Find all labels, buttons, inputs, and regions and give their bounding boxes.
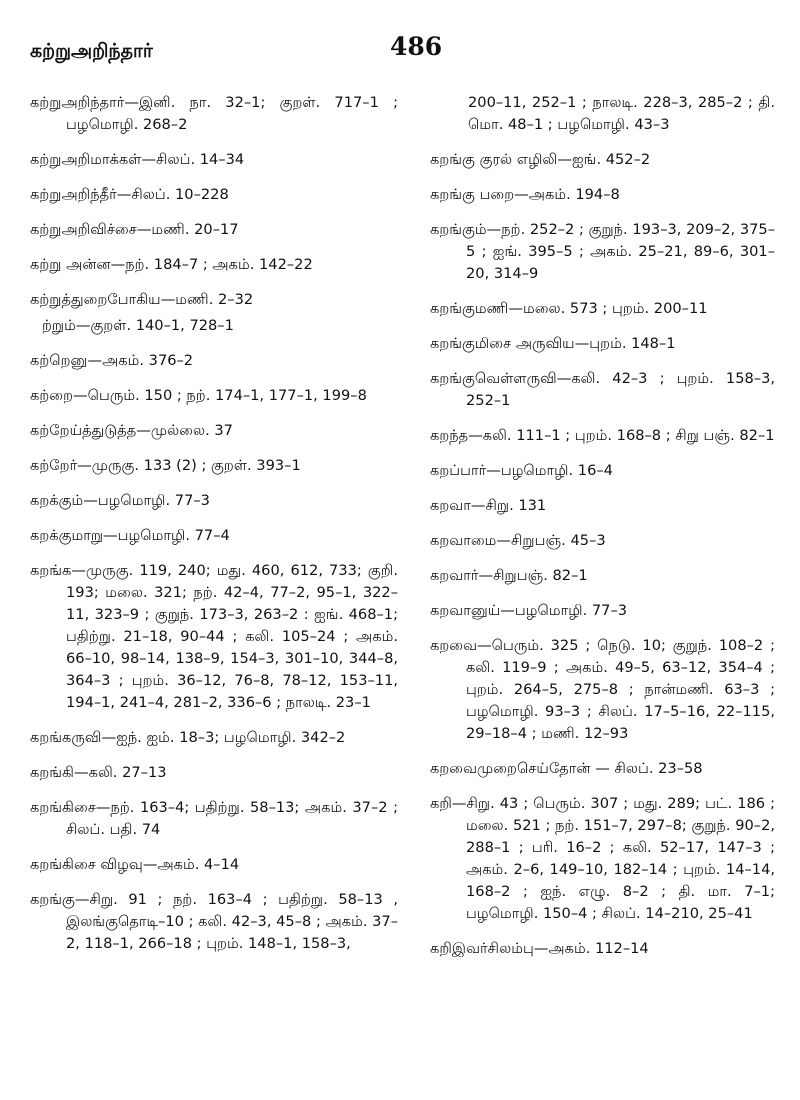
index-entry: கற்றை—பெரும். 150 ; நற். 174–1, 177–1, 199–8 [30,387,367,404]
index-entry: கற்றுஅறிந்தீர்—சிலப். 10–228 [30,186,229,203]
index-entry: கற்றேர்—முருகு. 133 (2) ; குறள். 393–1 [30,457,301,474]
index-entry: கறப்பார்—பழமொழி. 16–4 [430,462,613,479]
index-entry-continued: 200–11, 252–1 ; நாலடி. 228–3, 285–2 ; தி. மொ. 48–1 ; பழமொழி. 43–3 [468,94,775,133]
index-entry: கறந்த—கலி. 111–1 ; புறம். 168–8 ; சிறு பஞ். 82–1 [430,427,775,444]
index-entry: கறி—சிறு. 43 ; பெரும். 307 ; மது. 289; பட். 186 ; மலை. 521 ; நற். 151–7, 297–8; குறுந். 90–2, 288–1 ; பரி. 16–2 ; கலி. 52–17, 147–3 ; அகம். 2–6, 149–10, 182–14 ; புறம். 14–14, 168–2 ; ஐந். எழு. 8–2 ; தி. மா. 7–1; பழமொழி. 150–4 ; சிலப். 14–210, 25–41 [430,795,775,922]
index-entry: கறங்கும்—நற். 252–2 ; குறுந். 193–3, 209–2, 375–5 ; ஐங். 395–5 ; அகம். 25–21, 89–6, 301–20, 314–9 [430,221,775,282]
index-entry: கறங்குவெள்ளருவி—கலி. 42–3 ; புறம். 158–3, 252–1 [430,370,775,409]
index-entry: கறங்கிசை விழவு—அகம். 4–14 [30,856,240,873]
index-entry: கற்றுஅறிமாக்கள்—சிலப். 14–34 [30,151,245,168]
index-entry: ற்றும்—குறள். 140–1, 728–1 [42,317,234,334]
index-entry: கறவார்—சிறுபஞ். 82–1 [430,567,588,584]
index-entry: கறங்குமிசை அருவிய—புறம். 148–1 [430,335,676,352]
page-number: 486 [390,32,443,61]
page-header [30,32,770,80]
index-entry: கறவாமை—சிறுபஞ். 45–3 [430,532,606,549]
index-entry: கறங்குமணி—மலை. 573 ; புறம். 200–11 [430,300,708,317]
index-entry: கற்றெனு—அகம். 376–2 [30,352,194,369]
index-entry: கறவைமுறைசெய்தோன் — சிலப். 23–58 [430,760,703,777]
index-entry: கறவானுய்—பழமொழி. 77–3 [430,602,628,619]
index-entry: கற்றுத்துறைபோகிய—மணி. 2–32 [30,291,254,308]
index-entry: கறங்கு பறை—அகம். 194–8 [430,186,620,203]
index-entry: கறங்கு—சிறு. 91 ; நற். 163–4 ; பதிற்று. 58–13 , இலங்குதொடி–10 ; கலி. 42–3, 45–8 ; அகம். 37–2, 118–1, 266–18 ; புறம். 148–1, 158–3, [30,891,398,952]
index-entry: கறங்கருவி—ஐந். ஐம். 18–3; பழமொழி. 342–2 [30,729,346,746]
index-entry: கறங்கி—கலி. 27–13 [30,764,167,781]
index-entry: கறவை—பெரும். 325 ; நெடு. 10; குறுந். 108–2 ; கலி. 119–9 ; அகம். 49–5, 63–12, 354–4 ; புறம். 264–5, 275–8 ; நான்மணி. 63–3 ; பழமொழி. 93–3 ; சிலப். 17–5–16, 22–115, 29–18–4 ; மணி. 12–93 [430,637,775,742]
index-entry: கற்றுஅறிந்தார்—இனி. நா. 32–1; குறள். 717–1 ; பழமொழி. 268–2 [30,94,398,133]
index-entry: கறக்குமாறு—பழமொழி. 77–4 [30,527,230,544]
index-entry: கறங்கிசை—நற். 163–4; பதிற்று. 58–13; அகம். 37–2 ; சிலப். பதி. 74 [30,799,398,838]
index-entry: கறக்கும்—பழமொழி. 77–3 [30,492,210,509]
index-entry: கறவா—சிறு. 131 [430,497,547,514]
index-entry: கறங்க—முருகு. 119, 240; மது. 460, 612, 733; குறி. 193; மலை. 321; நற். 42–4, 77–2, 95–1, 322–11, 323–9 ; குறுந். 173–3, 263–2 : ஐங். 468–1; பதிற்று. 21–18, 90–44 ; கலி. 105–24 ; அகம். 66–10, 98–14, 138–9, 154–3, 301–10, 344–8, 364–3 ; புறம். 36–12, 76–8, 78–12, 153–11, 194–1, 241–4, 281–2, 336–6 ; நாலடி. 23–1 [30,562,398,711]
index-entry: கற்று அன்ன—நற். 184–7 ; அகம். 142–22 [30,256,313,273]
left-column [30,92,398,968]
index-entry: கற்றேய்த்துடுத்த—முல்லை. 37 [30,422,233,439]
index-entry: கற்றுஅறிவிச்சை—மணி. 20–17 [30,221,239,238]
index-entry: கறிஇவர்சிலம்பு—அகம். 112–14 [430,940,649,957]
right-column [430,92,775,973]
running-head-word: கற்றுஅறிந்தார் [30,40,153,62]
index-entry: கறங்கு குரல் எழிலி—ஐங். 452–2 [430,151,651,168]
